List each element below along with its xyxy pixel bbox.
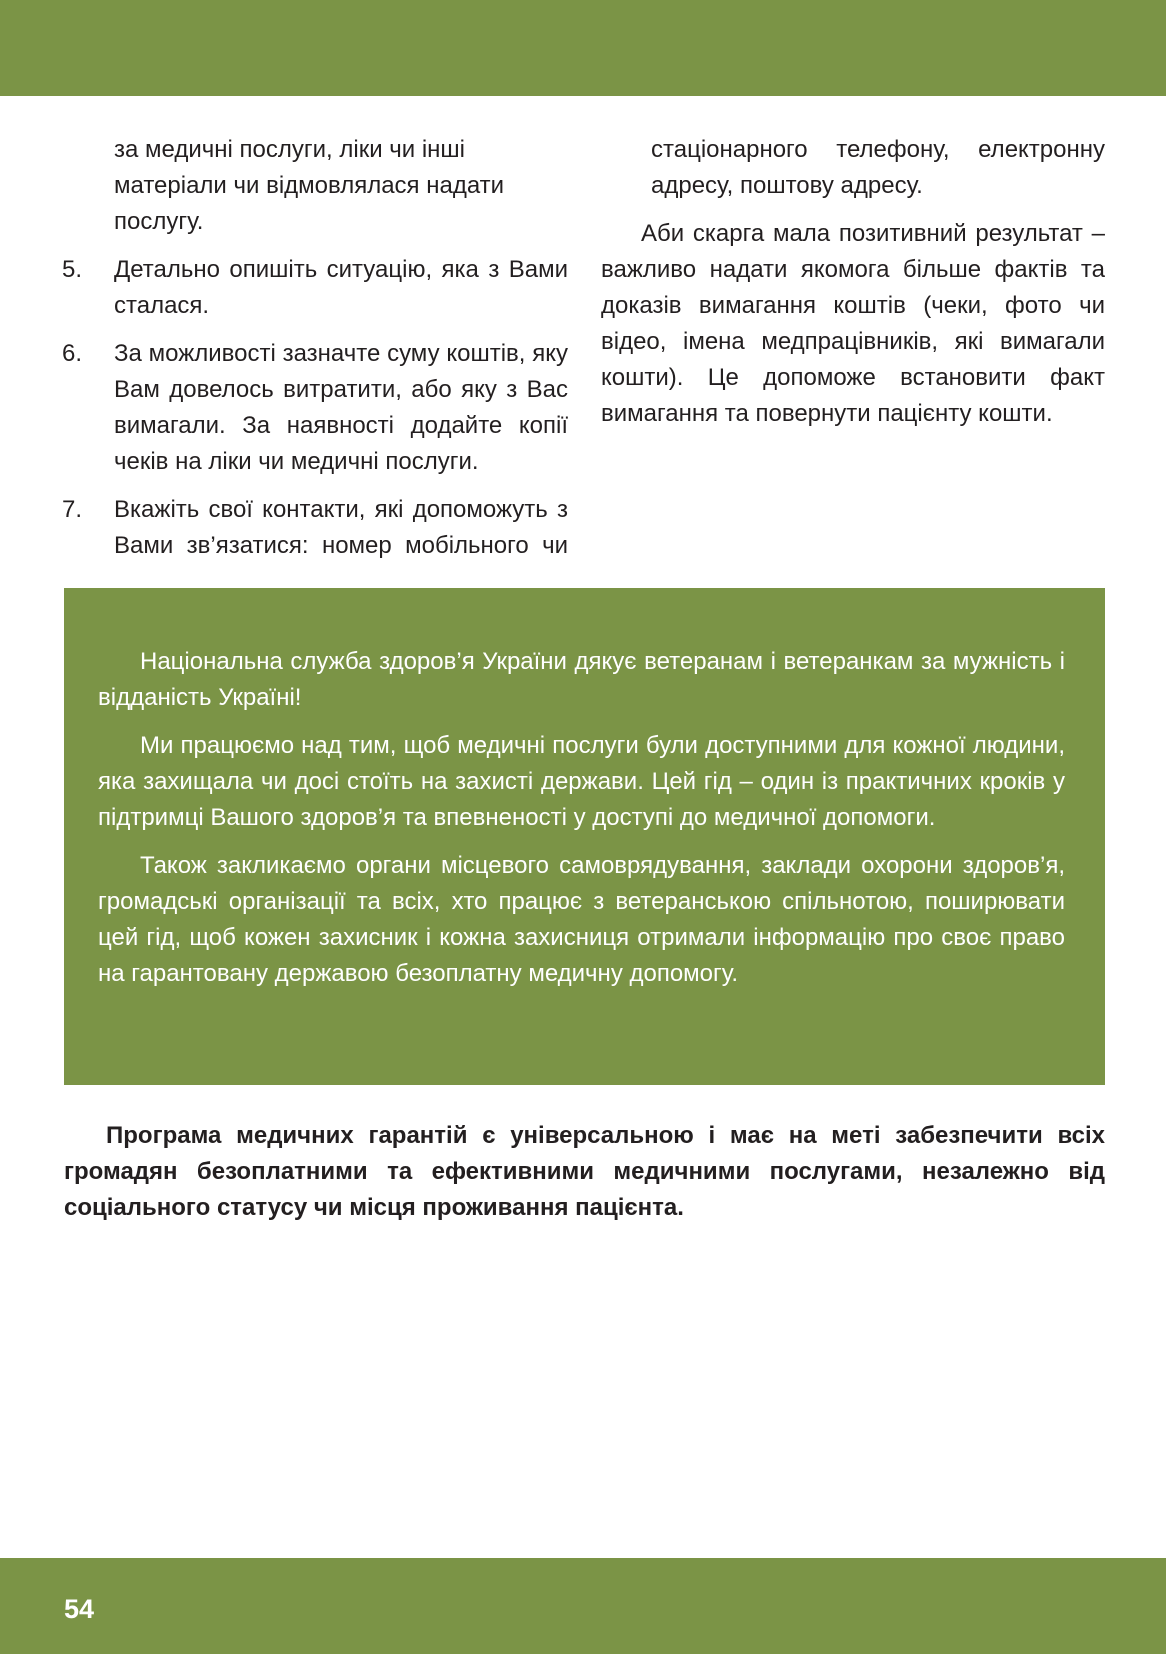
header-band (0, 0, 1166, 96)
gratitude-callout (64, 588, 1105, 1085)
right-column (601, 132, 1105, 432)
list-item (62, 492, 568, 564)
callout-paragraph: Ми працюємо над тим, щоб медичні послуги були доступними для кожної людини, яка захищала чи досі стоїть на захисті держави. Цей гід – один із практичних кроків у підтримці Вашого здоров’я та впевненості у доступі до медичної допомоги. (98, 732, 1065, 831)
list-text: Детально опишіть ситуацію, яка з Вами сталася. (114, 256, 568, 319)
left-column (62, 132, 568, 576)
list-number: 7. (62, 496, 83, 523)
footer-band (0, 1558, 1166, 1654)
page-number: 54 (64, 1594, 95, 1624)
list-continuation: стаціонарного телефону, електронну адресу, поштову адресу. (651, 136, 1105, 199)
list-number: 5. (62, 256, 83, 283)
list-continuation: за медичні послуги, ліки чи інші матеріали чи відмовлялася надати послугу. (114, 136, 505, 235)
complaint-advice-paragraph: Аби скарга мала позитивний результат – важливо надати якомога більше фактів та доказів вимагання коштів (чеки, фото чи відео, імена медпрацівників, які вимагали кошти). Це допоможе встановити факт вимагання та повернути пацієнту кошти. (601, 220, 1105, 427)
list-number: 6. (62, 340, 83, 367)
list-item (62, 336, 568, 480)
callout-paragraph: Національна служба здоров’я України дякує ветеранам і ветеранкам за мужність і відданість Україні! (98, 648, 1065, 711)
callout-paragraph: Також закликаємо органи місцевого самоврядування, заклади охорони здоров’я, громадські організації та всіх, хто працює з ветеранською спільнотою, поширювати цей гід, щоб кожен захисник і кожна захисниця отримали інформацію про своє право на гарантовану державою безоплатну медичну допомогу. (98, 852, 1065, 987)
list-text: Вкажіть свої контакти, які допоможуть з Вами зв’язатися: номер мобільного чи (114, 496, 568, 559)
list-item (62, 252, 568, 324)
list-text: За можливості зазначте суму коштів, яку Вам довелось витратити, або яку з Вас вимагали. За наявності додайте копії чеків на ліки чи медичні послуги. (114, 340, 568, 475)
program-statement: Програма медичних гарантій є універсальною і має на меті забезпечити всіх громадян безоплатними та ефективними медичними послугами, незалежно від соціального статусу чи місця проживання пацієнта. (64, 1122, 1105, 1221)
